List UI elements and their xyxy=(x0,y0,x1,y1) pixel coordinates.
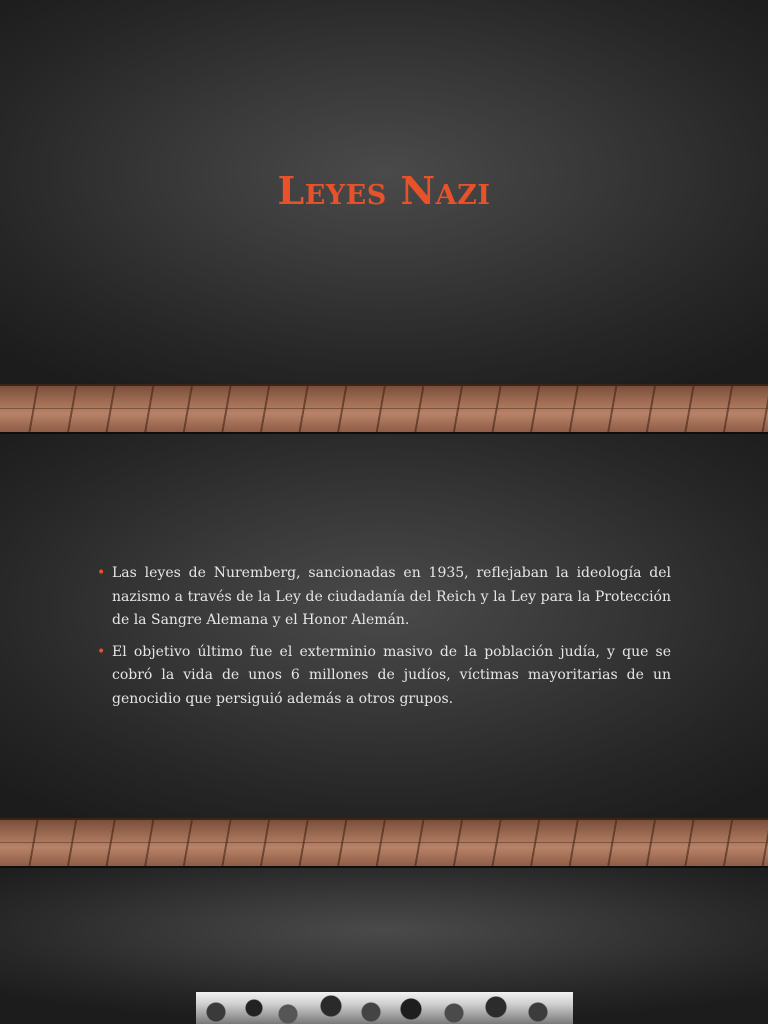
slide-content xyxy=(0,434,768,866)
list-item xyxy=(97,641,671,712)
bullet-list xyxy=(97,562,671,719)
list-item xyxy=(97,562,671,633)
slide-title-text: Leyes Nazi xyxy=(277,168,491,213)
wood-floor xyxy=(0,384,768,432)
slide-image xyxy=(0,868,768,1024)
bullet-text: El objetivo último fue el exterminio masivo de la población judía, y que se cobró la vida de unos 6 millones de judíos, víctimas mayoritarias de un genocidio que persiguió además a otros grupos. xyxy=(112,643,671,707)
historical-photo xyxy=(196,992,573,1024)
slide-title xyxy=(0,0,768,432)
bullet-icon: • xyxy=(97,643,106,660)
bullet-text: Las leyes de Nuremberg, sancionadas en 1935, reflejaban la ideología del nazismo a través de la Ley de ciudadanía del Reich y la Ley para la Protección de la Sangre Alemana y el Honor Alemán. xyxy=(112,565,671,628)
bullet-icon: • xyxy=(97,565,106,581)
wood-floor xyxy=(0,818,768,866)
